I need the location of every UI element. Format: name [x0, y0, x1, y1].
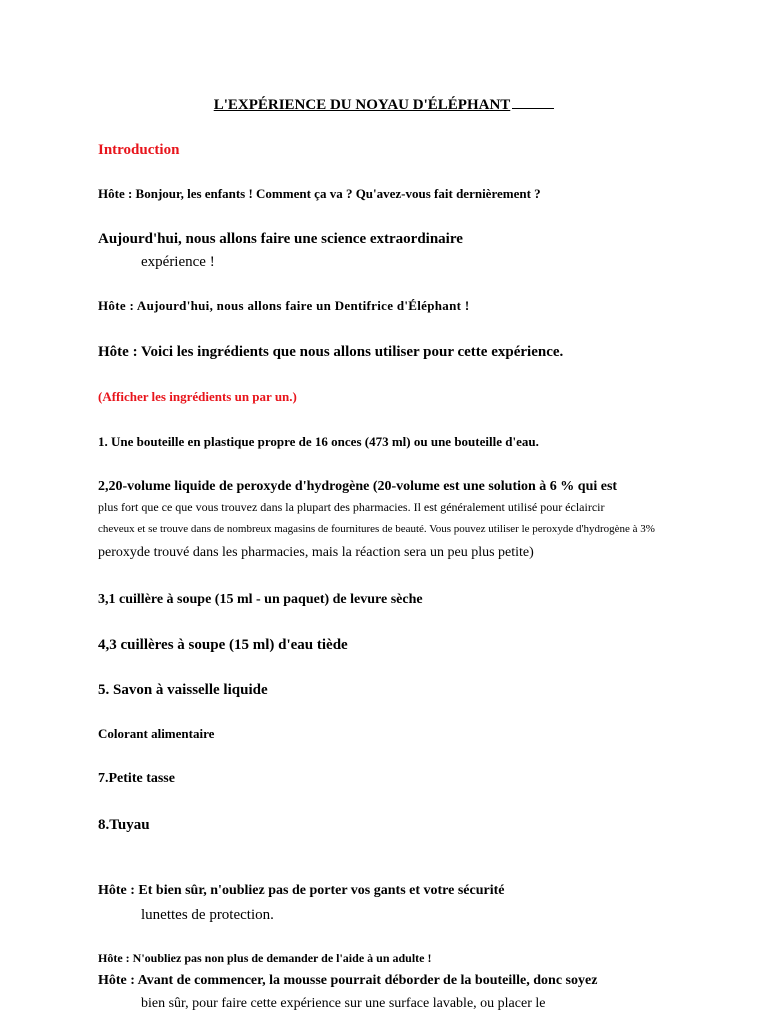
- ingredient-item-continued: peroxyde trouvé dans les pharmacies, mais la réaction sera un peu plus petite): [98, 545, 534, 560]
- ingredient-item: 3,1 cuillère à soupe (15 ml - un paquet) de levure sèche: [98, 592, 423, 607]
- ingredient-item-continued: plus fort que ce que vous trouvez dans la plupart des pharmacies. Il est généralement utilisé pour éclaircir: [98, 500, 605, 514]
- paragraph-line-indented: expérience !: [141, 254, 215, 270]
- paragraph-line-indented: bien sûr, pour faire cette expérience sur une surface lavable, ou placer le: [141, 996, 546, 1011]
- paragraph-line: Hôte : Avant de commencer, la mousse pourrait déborder de la bouteille, donc soyez: [98, 973, 598, 988]
- ingredient-item: 4,3 cuillères à soupe (15 ml) d'eau tiède: [98, 637, 348, 653]
- title-underline-blank: [512, 96, 554, 109]
- ingredient-item: 7.Petite tasse: [98, 771, 175, 786]
- ingredient-item: 5. Savon à vaisselle liquide: [98, 682, 268, 698]
- introduction-heading: Introduction: [98, 142, 180, 158]
- paragraph-line: Hôte : Voici les ingrédients que nous allons utiliser pour cette expérience.: [98, 344, 564, 360]
- document-title: [0, 96, 768, 114]
- ingredient-item: 2,20-volume liquide de peroxyde d'hydrogène (20-volume est une solution à 6 % qui est: [98, 479, 618, 494]
- ingredient-item: Colorant alimentaire: [98, 726, 215, 741]
- paragraph-line: Hôte : Aujourd'hui, nous allons faire un Dentifrice d'Éléphant !: [98, 298, 470, 313]
- paragraph-line: Hôte : Bonjour, les enfants ! Comment ça va ? Qu'avez-vous fait dernièrement ?: [98, 186, 541, 201]
- paragraph-line: Aujourd'hui, nous allons faire une science extraordinaire: [98, 231, 463, 247]
- instruction-note: (Afficher les ingrédients un par un.): [98, 389, 297, 404]
- paragraph-line: Hôte : Et bien sûr, n'oubliez pas de porter vos gants et votre sécurité: [98, 883, 505, 898]
- ingredient-item: 1. Une bouteille en plastique propre de 16 onces (473 ml) ou une bouteille d'eau.: [98, 434, 539, 449]
- ingredient-item: 8.Tuyau: [98, 817, 150, 833]
- ingredient-item-continued: cheveux et se trouve dans de nombreux magasins de fournitures de beauté. Vous pouvez utiliser le peroxyde d'hydrogène à 3%: [98, 523, 655, 535]
- paragraph-line-indented: lunettes de protection.: [141, 907, 274, 923]
- paragraph-line: Hôte : N'oubliez pas non plus de demander de l'aide à un adulte !: [98, 951, 432, 965]
- title-text: L'EXPÉRIENCE DU NOYAU D'ÉLÉPHANT: [213, 97, 511, 113]
